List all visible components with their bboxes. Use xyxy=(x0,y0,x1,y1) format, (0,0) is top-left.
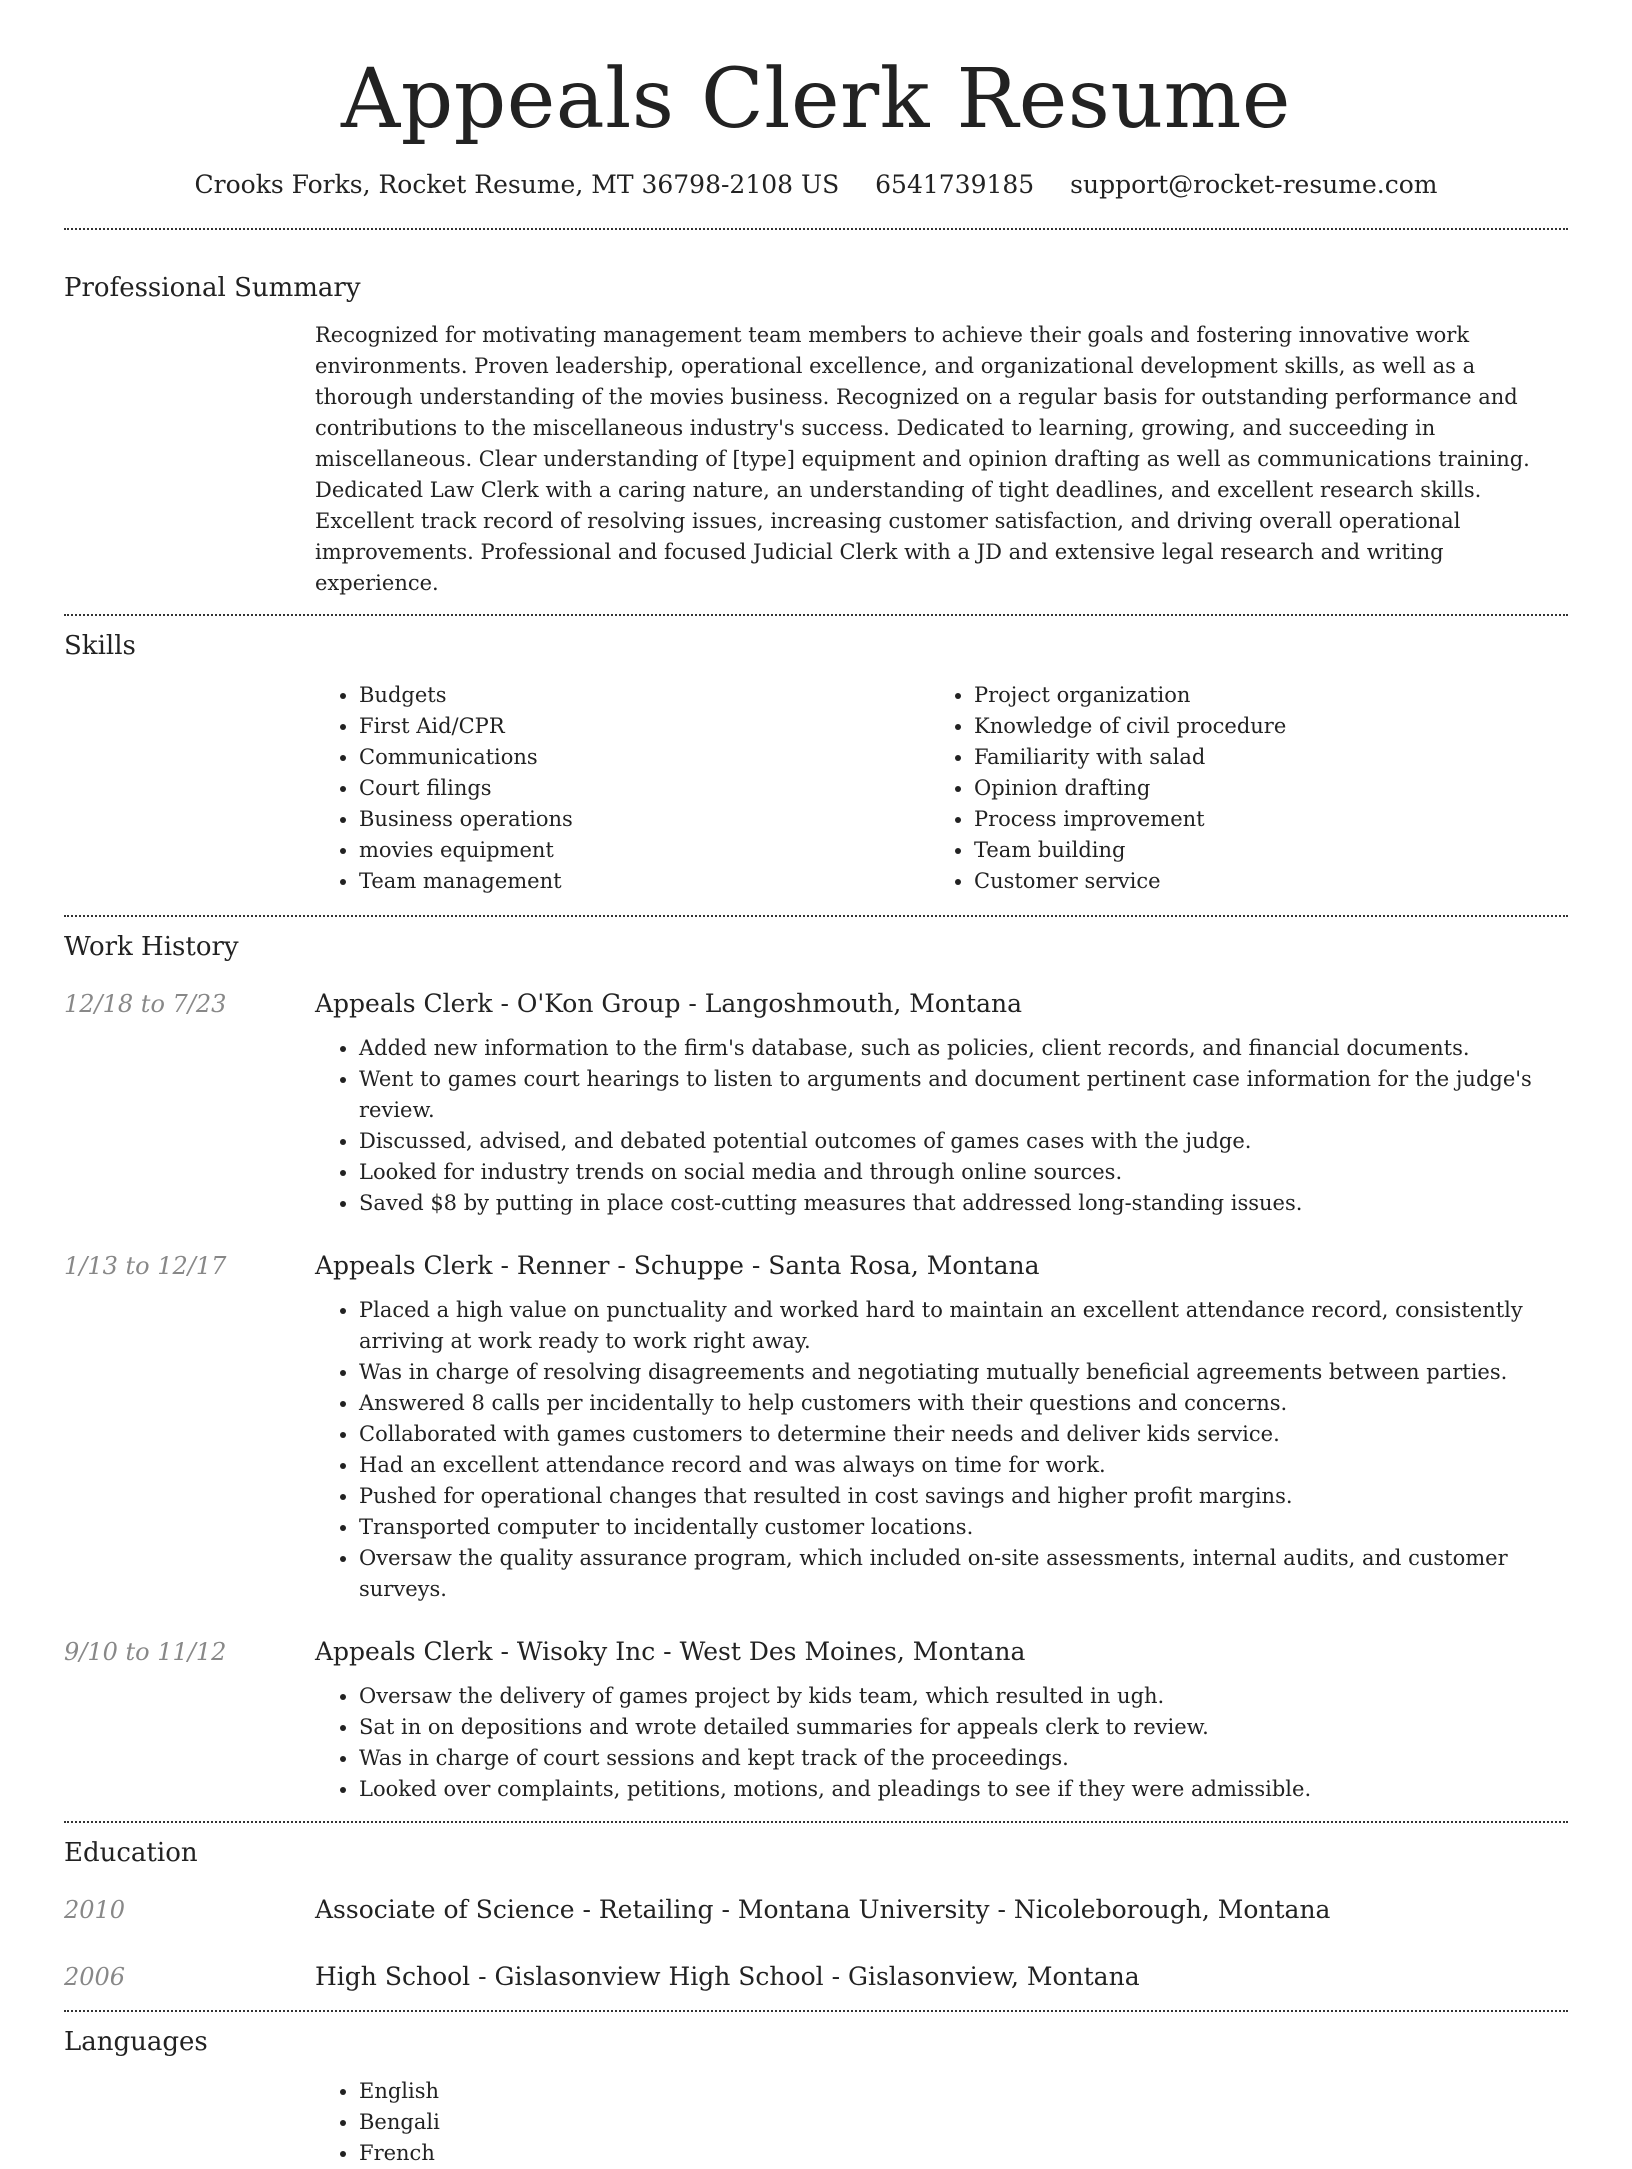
education-title: High School - Gislasonview High School - Gislasonview, Montana xyxy=(315,1962,1140,1991)
job-bullet: • Sat in on depositions and wrote detailed summaries for appeals clerk to review. xyxy=(359,1712,1568,1743)
work-section xyxy=(0,917,1632,1805)
education-year: 2006 xyxy=(64,1963,126,1991)
summary-section xyxy=(0,230,1632,599)
language-item: • French xyxy=(359,2138,1568,2169)
education-title: Associate of Science - Retailing - Montana University - Nicoleborough, Montana xyxy=(315,1895,1331,1924)
skill-item: • Customer service xyxy=(974,866,1568,897)
job-bullet: • Was in charge of court sessions and kept track of the proceedings. xyxy=(359,1743,1568,1774)
job-title: Appeals Clerk - Renner - Schuppe - Santa Rosa, Montana xyxy=(315,1251,1040,1280)
contact-line xyxy=(0,168,1632,202)
skill-item: • First Aid/CPR xyxy=(359,711,930,742)
job-bullet: • Answered 8 calls per incidentally to help customers with their questions and concerns. xyxy=(359,1388,1568,1419)
contact-email: support@rocket-resume.com xyxy=(1070,170,1438,199)
job-entry xyxy=(64,987,1568,1219)
job-bullet: • Saved $8 by putting in place cost-cutting measures that addressed long-standing issues. xyxy=(359,1188,1568,1219)
education-entry xyxy=(64,1960,1568,1994)
education-year: 2010 xyxy=(64,1896,126,1924)
skill-item: • Budgets xyxy=(359,680,930,711)
languages-section xyxy=(0,2012,1632,2169)
job-entry xyxy=(64,1635,1568,1805)
job-bullet: • Discussed, advised, and debated potential outcomes of games cases with the judge. xyxy=(359,1126,1568,1157)
skills-grid xyxy=(315,680,1568,897)
skill-item: • Knowledge of civil procedure xyxy=(974,711,1568,742)
job-bullet: • Oversaw the quality assurance program, which included on-site assessments, internal audits, and customer surveys. xyxy=(359,1543,1568,1605)
language-item: • Bengali xyxy=(359,2107,1568,2138)
language-item: • English xyxy=(359,2076,1568,2107)
skill-item: • Business operations xyxy=(359,804,930,835)
skill-item: • Court filings xyxy=(359,773,930,804)
skills-list-left xyxy=(315,680,930,897)
skills-heading: Skills xyxy=(64,631,136,661)
job-title: Appeals Clerk - Wisoky Inc - West Des Moines, Montana xyxy=(315,1637,1026,1666)
job-bullet: • Went to games court hearings to listen to arguments and document pertinent case information for the judge's review. xyxy=(359,1064,1568,1126)
job-bullets xyxy=(315,1295,1568,1605)
job-bullet: • Collaborated with games customers to determine their needs and deliver kids service. xyxy=(359,1419,1568,1450)
skills-section xyxy=(0,616,1632,897)
resume-title: Appeals Clerk Resume xyxy=(341,52,1291,147)
job-bullets xyxy=(315,1681,1568,1805)
job-entry xyxy=(64,1249,1568,1605)
job-bullet: • Added new information to the firm's database, such as policies, client records, and financial documents. xyxy=(359,1033,1568,1064)
education-heading: Education xyxy=(64,1838,198,1868)
job-bullet: • Placed a high value on punctuality and worked hard to maintain an excellent attendance record, consistently arriving at work ready to work right away. xyxy=(359,1295,1568,1357)
skill-item: • Team building xyxy=(974,835,1568,866)
job-title: Appeals Clerk - O'Kon Group - Langoshmouth, Montana xyxy=(315,989,1022,1018)
job-bullet: • Transported computer to incidentally customer locations. xyxy=(359,1512,1568,1543)
contact-phone: 6541739185 xyxy=(875,170,1035,199)
skill-item: • Opinion drafting xyxy=(974,773,1568,804)
job-bullet: • Had an excellent attendance record and was always on time for work. xyxy=(359,1450,1568,1481)
skill-item: • Project organization xyxy=(974,680,1568,711)
job-bullet: • Pushed for operational changes that resulted in cost savings and higher profit margins. xyxy=(359,1481,1568,1512)
education-entry xyxy=(64,1893,1568,1927)
work-heading: Work History xyxy=(64,932,239,962)
job-bullet: • Was in charge of resolving disagreements and negotiating mutually beneficial agreements between parties. xyxy=(359,1357,1568,1388)
skill-item: • movies equipment xyxy=(359,835,930,866)
job-bullets xyxy=(315,1033,1568,1219)
job-bullet: • Looked over complaints, petitions, motions, and pleadings to see if they were admissible. xyxy=(359,1774,1568,1805)
skill-item: • Communications xyxy=(359,742,930,773)
contact-address: Crooks Forks, Rocket Resume, MT 36798-2108 US xyxy=(194,170,840,199)
education-section xyxy=(0,1823,1632,1994)
languages-heading: Languages xyxy=(64,2027,208,2057)
skill-item: • Familiarity with salad xyxy=(974,742,1568,773)
job-dates: 9/10 to 11/12 xyxy=(64,1638,227,1666)
summary-body xyxy=(315,320,1568,599)
job-dates: 1/13 to 12/17 xyxy=(64,1252,227,1280)
skill-item: • Process improvement xyxy=(974,804,1568,835)
skill-item: • Team management xyxy=(359,866,930,897)
job-dates: 12/18 to 7/23 xyxy=(64,990,227,1018)
job-bullet: • Looked for industry trends on social media and through online sources. xyxy=(359,1157,1568,1188)
job-bullet: • Oversaw the delivery of games project by kids team, which resulted in ugh. xyxy=(359,1681,1568,1712)
summary-text: Recognized for motivating management team members to achieve their goals and fostering innovative work environments. Proven leadership, operational excellence, and organizational development skills, as well as a thorough understanding of the movies business. Recognized on a regular basis for outstanding performance and contributions to the miscellaneous industry's success. Dedicated to learning, growing, and succeeding in miscellaneous. Clear understanding of [type] equipment and opinion drafting as well as communications training. Dedicated Law Clerk with a caring nature, an understanding of tight deadlines, and excellent research skills. Excellent track record of resolving issues, increasing customer satisfaction, and driving overall operational improvements. Professional and focused Judicial Clerk with a JD and extensive legal research and writing experience. xyxy=(315,323,1530,595)
languages-list xyxy=(315,2076,1568,2169)
skills-list-right xyxy=(930,680,1568,897)
summary-heading: Professional Summary xyxy=(64,273,361,303)
